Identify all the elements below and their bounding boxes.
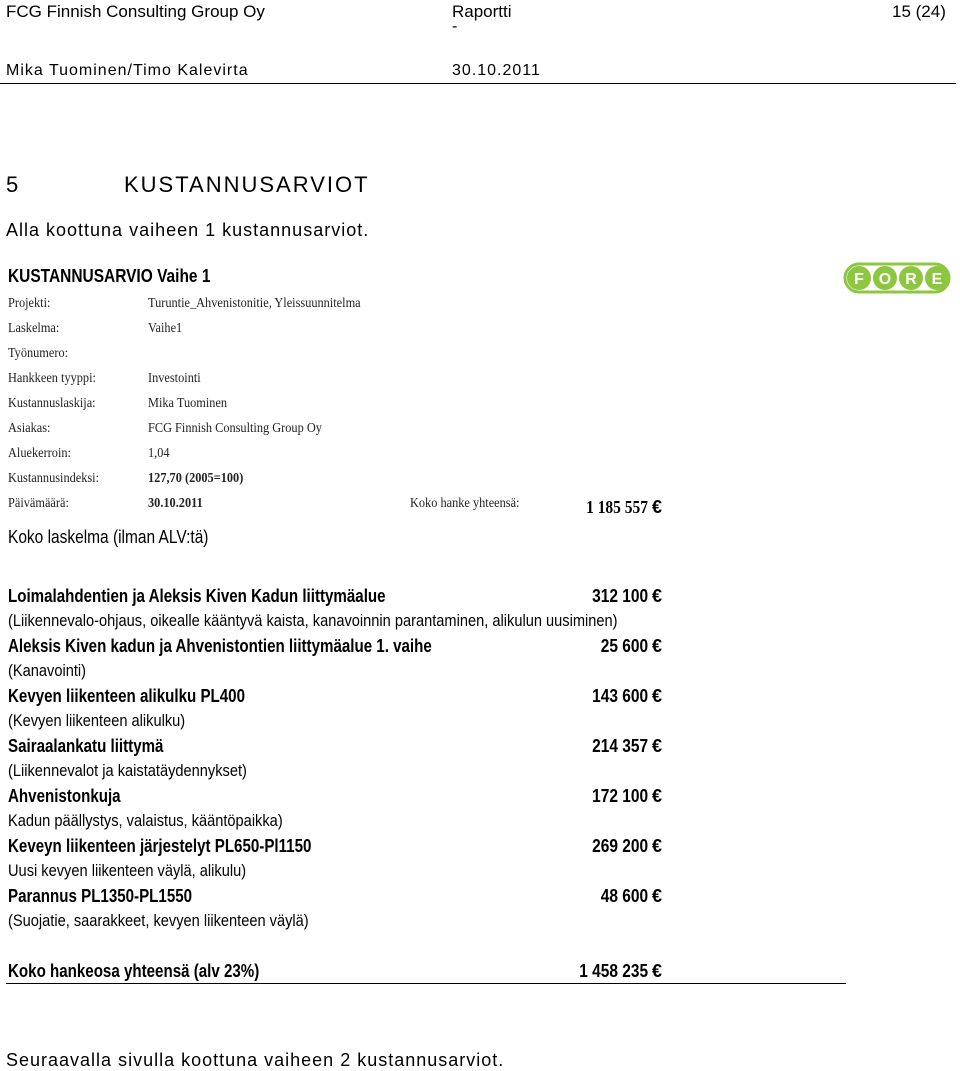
sum-label: Koko hankeosa yhteensä (alv 23%) — [8, 961, 260, 981]
item-desc-7: (Suojatie, saarakkeet, kevyen liikenteen väylä) — [8, 911, 309, 930]
field-label-kustannuslaskija: Kustannuslaskija: — [8, 396, 96, 411]
item-currency-1: € — [652, 586, 663, 606]
header-doc-sub: - — [452, 18, 458, 35]
item-desc-3: (Kevyen liikenteen alikulku) — [8, 711, 186, 730]
field-value-laskelma: Vaihe1 — [148, 321, 183, 336]
item-name-3: Kevyen liikenteen alikulku PL400 — [8, 686, 245, 706]
item-name-1: Loimalahdentien ja Aleksis Kiven Kadun liittymäalue — [8, 586, 386, 606]
item-name-5: Ahvenistonkuja — [8, 786, 121, 806]
item-amount-6: 269 200 — [592, 836, 648, 856]
field-label-kustannusindeksi: Kustannusindeksi: — [8, 471, 100, 486]
item-currency-3: € — [652, 686, 663, 706]
field-label-tyonumero: Työnumero: — [8, 346, 69, 361]
logo-letter-o: O — [878, 271, 892, 288]
item-name-2: Aleksis Kiven kadun ja Ahvenistontien liittymäalue 1. vaihe — [8, 636, 432, 656]
item-amount-2: 25 600 — [600, 636, 648, 656]
footer-text: Seuraavalla sivulla koottuna vaiheen 2 kustannusarviot. — [6, 1050, 505, 1070]
header-date: 30.10.2011 — [452, 62, 541, 79]
item-currency-4: € — [652, 736, 663, 756]
item-currency-5: € — [652, 786, 663, 806]
field-value-projekti: Turuntie_Ahvenistonitie, Yleissuunnitelma — [148, 296, 361, 311]
section-intro: Alla koottuna vaiheen 1 kustannusarviot. — [6, 220, 370, 240]
item-amount-5: 172 100 — [592, 786, 648, 806]
field-value-kustannusindeksi: 127,70 (2005=100) — [148, 471, 244, 486]
item-amount-3: 143 600 — [592, 686, 648, 706]
item-desc-4: (Liikennevalot ja kaistatäydennykset) — [8, 761, 247, 780]
logo-letter-r: R — [905, 271, 917, 288]
fore-logo — [843, 262, 953, 294]
item-desc-2: (Kanavointi) — [8, 661, 87, 680]
item-name-7: Parannus PL1350-PL1550 — [8, 886, 193, 906]
header-company: FCG Finnish Consulting Group Oy — [6, 2, 265, 21]
item-name-6: Keveyn liikenteen järjestelyt PL650-Pl1150 — [8, 836, 312, 856]
field-label-laskelma: Laskelma: — [8, 321, 60, 336]
header-authors: Mika Tuominen/Timo Kalevirta — [6, 62, 249, 79]
logo-letter-f: F — [854, 271, 864, 288]
project-total-value: 1 185 557 — [586, 497, 648, 517]
field-label-projekti: Projekti: — [8, 296, 51, 311]
field-label-hankkeen-tyyppi: Hankkeen tyyppi: — [8, 371, 96, 386]
header-rule — [0, 83, 956, 84]
field-label-aluekerroin: Aluekerroin: — [8, 446, 71, 461]
field-value-hankkeen-tyyppi: Investointi — [148, 371, 201, 386]
header-doc-type: Raportti — [452, 2, 512, 21]
project-total-currency: € — [652, 497, 663, 517]
estimate-subtitle: Koko laskelma (ilman ALV:tä) — [8, 527, 209, 547]
logo-letter-e: E — [931, 271, 943, 288]
item-currency-7: € — [652, 886, 663, 906]
item-amount-1: 312 100 — [592, 586, 648, 606]
field-label-paivamaara: Päivämäärä: — [8, 496, 69, 511]
sum-value: 1 458 235 — [579, 961, 648, 981]
item-desc-1: (Liikennevalo-ohjaus, oikealle kääntyvä kaista, kanavoinnin parantaminen, alikulun uusiminen) — [8, 611, 618, 630]
item-currency-6: € — [652, 836, 663, 856]
estimate-title: KUSTANNUSARVIO Vaihe 1 — [8, 266, 211, 286]
field-value-asiakas: FCG Finnish Consulting Group Oy — [148, 421, 322, 436]
field-value-kustannuslaskija: Mika Tuominen — [148, 396, 228, 411]
sum-underline — [6, 983, 846, 984]
header-page-number: 15 (24) — [892, 2, 946, 21]
item-currency-2: € — [652, 636, 663, 656]
field-label-asiakas: Asiakas: — [8, 421, 51, 436]
item-amount-4: 214 357 — [592, 736, 648, 756]
item-amount-7: 48 600 — [600, 886, 648, 906]
field-value-aluekerroin: 1,04 — [148, 446, 170, 461]
item-name-4: Sairaalankatu liittymä — [8, 736, 164, 756]
section-number: 5 — [6, 172, 21, 197]
section-title: KUSTANNUSARVIOT — [124, 172, 370, 197]
item-desc-6: Uusi kevyen liikenteen väylä, alikulu) — [8, 861, 247, 880]
project-total-label: Koko hanke yhteensä: — [410, 496, 520, 511]
field-value-paivamaara: 30.10.2011 — [148, 496, 203, 511]
item-desc-5: Kadun päällystys, valaistus, kääntöpaikka) — [8, 811, 283, 830]
sum-currency: € — [652, 961, 663, 981]
